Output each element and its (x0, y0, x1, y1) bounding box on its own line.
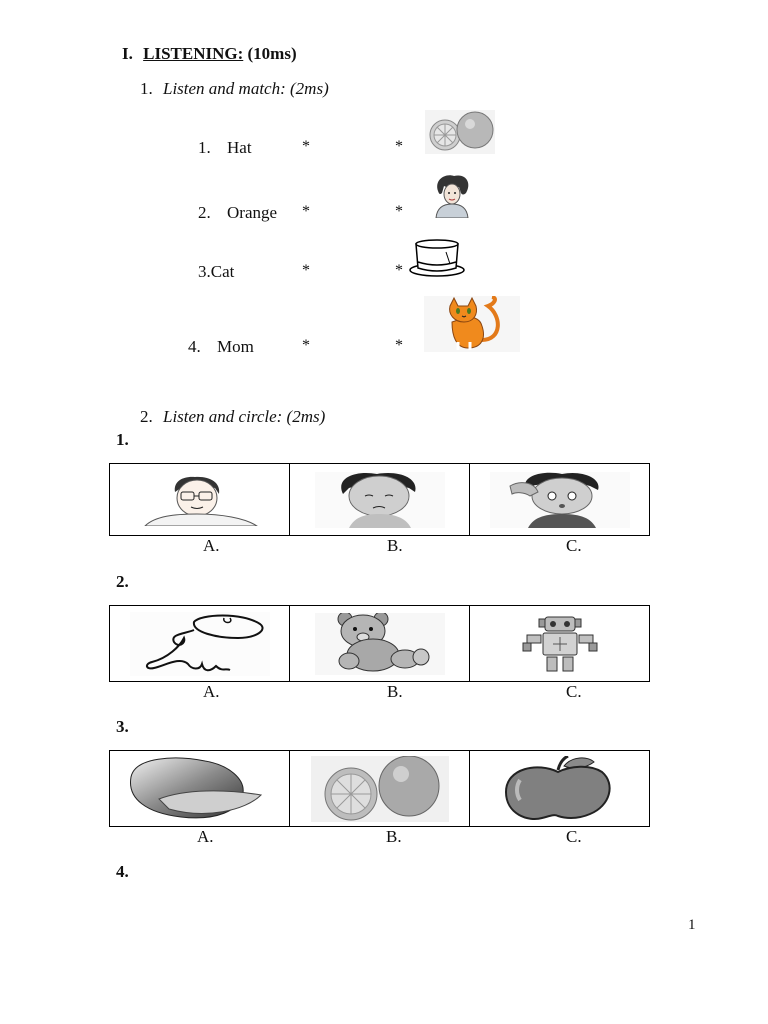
match-star-left[interactable]: * (302, 262, 310, 279)
task2-number: 2. (140, 407, 153, 426)
match-item-1 (198, 138, 252, 158)
choice-cell-c[interactable] (469, 464, 649, 535)
section-heading (122, 44, 297, 64)
question-number: 2. (116, 572, 129, 591)
match-item-word: Orange (227, 203, 278, 222)
match-item-word: Mom (217, 337, 254, 356)
match-star-left[interactable]: * (302, 138, 310, 155)
choice-label-b: B. (386, 827, 402, 846)
match-item-num: 1. (198, 138, 211, 157)
match-star-left[interactable]: * (302, 203, 310, 220)
task1-instruction: Listen and match: (2ms) (163, 79, 329, 98)
choice-cell-c[interactable] (469, 606, 649, 681)
match-item-3 (198, 262, 234, 282)
match-item-num: 4. (188, 337, 201, 356)
choice-label-b: B. (387, 536, 403, 555)
choice-cell-a[interactable] (110, 751, 289, 826)
choice-cell-b[interactable] (289, 751, 469, 826)
boy-sad-icon (315, 472, 445, 528)
task2-instruction: Listen and circle: (2ms) (163, 407, 326, 426)
choice-label-a: A. (197, 827, 214, 846)
page-number: 1 (688, 917, 696, 933)
mom-icon (428, 173, 474, 218)
choice-row-2 (109, 605, 650, 682)
match-star-right[interactable]: * (395, 337, 403, 354)
task1-number: 1. (140, 79, 153, 98)
question-number: 3. (116, 717, 129, 736)
choice-label-b: B. (387, 682, 403, 701)
section-title: LISTENING: (143, 44, 244, 63)
question-number: 1. (116, 430, 129, 449)
match-star-right[interactable]: * (395, 262, 403, 279)
boy-headache-icon (490, 472, 630, 528)
task1-heading (140, 79, 329, 99)
hat-icon (408, 238, 466, 278)
orange-icon (311, 756, 449, 822)
match-star-right[interactable]: * (395, 203, 403, 220)
choice-label-c: C. (566, 682, 582, 701)
choice-label-c: C. (566, 827, 582, 846)
choice-label-a: A. (203, 536, 220, 555)
match-star-left[interactable]: * (302, 337, 310, 354)
balloon-icon (130, 612, 270, 676)
mango-icon (125, 755, 275, 823)
task2-heading (140, 407, 325, 427)
choice-cell-b[interactable] (289, 606, 469, 681)
choice-label-c: C. (566, 536, 582, 555)
choice-row-1 (109, 463, 650, 536)
match-item-word: Hat (227, 138, 252, 157)
man-with-glasses-icon (135, 474, 265, 526)
match-star-right[interactable]: * (395, 138, 403, 155)
section-roman: I. (122, 44, 133, 63)
choice-row-3 (109, 750, 650, 827)
match-item-2 (198, 203, 277, 223)
choice-label-a: A. (203, 682, 220, 701)
cat-icon (424, 296, 520, 352)
choice-cell-a[interactable] (110, 464, 289, 535)
match-item-word: 3.Cat (198, 262, 235, 281)
teddy-bear-icon (315, 613, 445, 675)
choice-cell-c[interactable] (469, 751, 649, 826)
match-item-num: 2. (198, 203, 211, 222)
robot-icon (515, 615, 605, 673)
question-number: 4. (116, 862, 129, 881)
choice-cell-b[interactable] (289, 464, 469, 535)
match-item-4 (188, 337, 254, 357)
choice-cell-a[interactable] (110, 606, 289, 681)
orange-icon (425, 110, 495, 154)
apple-icon (498, 756, 622, 822)
section-points: (10ms) (247, 44, 297, 63)
